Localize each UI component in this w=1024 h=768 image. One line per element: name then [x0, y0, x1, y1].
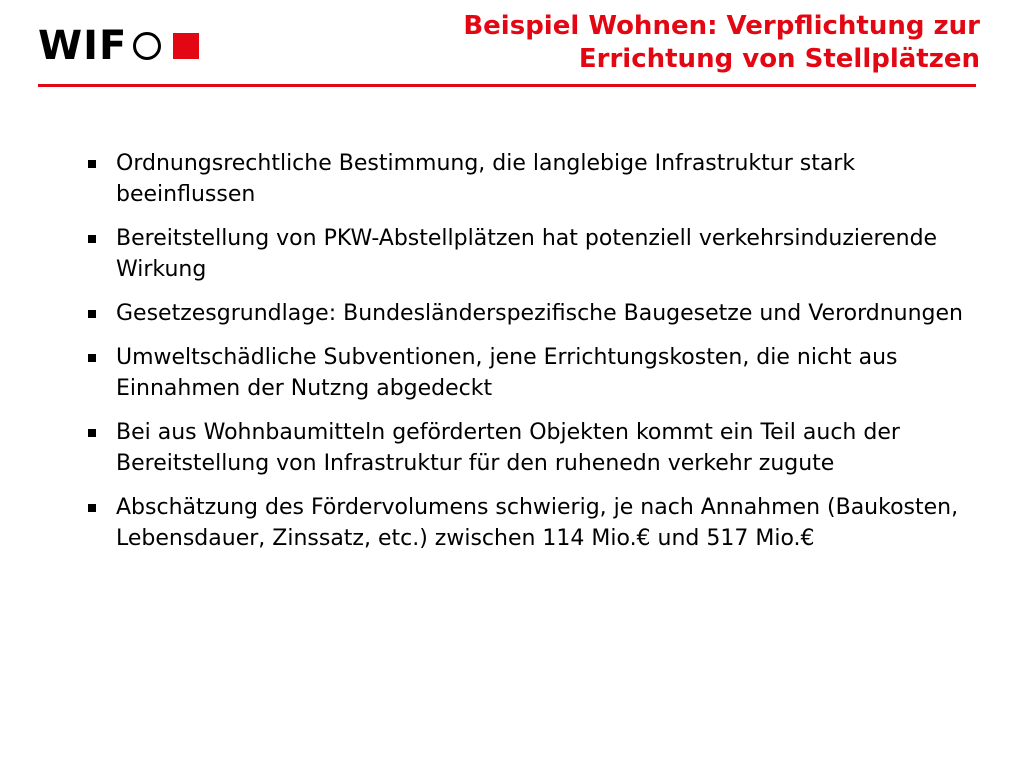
- bullet-square-icon: [88, 160, 96, 168]
- bullet-item: [88, 342, 968, 404]
- bullet-text: Umweltschädliche Subventionen, jene Errichtungskosten, die nicht aus Einnahmen der Nutzng abgedeckt: [116, 345, 898, 401]
- slide-title-line-1: Beispiel Wohnen: Verpflichtung zur: [463, 11, 980, 41]
- bullet-item: [88, 298, 968, 329]
- slide-title: [340, 10, 980, 76]
- logo-ring-icon: [133, 32, 161, 60]
- bullet-text: Abschätzung des Fördervolumens schwierig, je nach Annahmen (Baukosten, Lebensdauer, Zinssatz, etc.) zwischen 114 Mio.€ und 517 Mio.€: [116, 495, 959, 551]
- bullet-text: Bereitstellung von PKW-Abstellplätzen hat potenziell verkehrsinduzierende Wirkung: [116, 226, 938, 282]
- slide-title-line-2: Errichtung von Stellplätzen: [578, 44, 980, 74]
- bullet-text: Ordnungsrechtliche Bestimmung, die langlebige Infrastruktur stark beeinflussen: [116, 151, 856, 207]
- wifo-logo: [38, 23, 199, 69]
- logo-text: WIF: [38, 23, 128, 69]
- logo-square-icon: [173, 33, 199, 59]
- bullet-square-icon: [88, 504, 96, 512]
- bullet-item: [88, 148, 968, 210]
- bullet-item: [88, 223, 968, 285]
- bullet-item: [88, 417, 968, 479]
- bullet-text: Gesetzesgrundlage: Bundesländerspezifische Baugesetze und Verordnungen: [116, 301, 963, 326]
- bullet-list: [88, 148, 968, 567]
- bullet-square-icon: [88, 310, 96, 318]
- bullet-text: Bei aus Wohnbaumitteln geförderten Objekten kommt ein Teil auch der Bereitstellung von Infrastruktur für den ruhenedn verkehr zugute: [116, 420, 900, 476]
- title-divider: [38, 84, 976, 87]
- bullet-square-icon: [88, 354, 96, 362]
- bullet-square-icon: [88, 235, 96, 243]
- bullet-item: [88, 492, 968, 554]
- bullet-square-icon: [88, 429, 96, 437]
